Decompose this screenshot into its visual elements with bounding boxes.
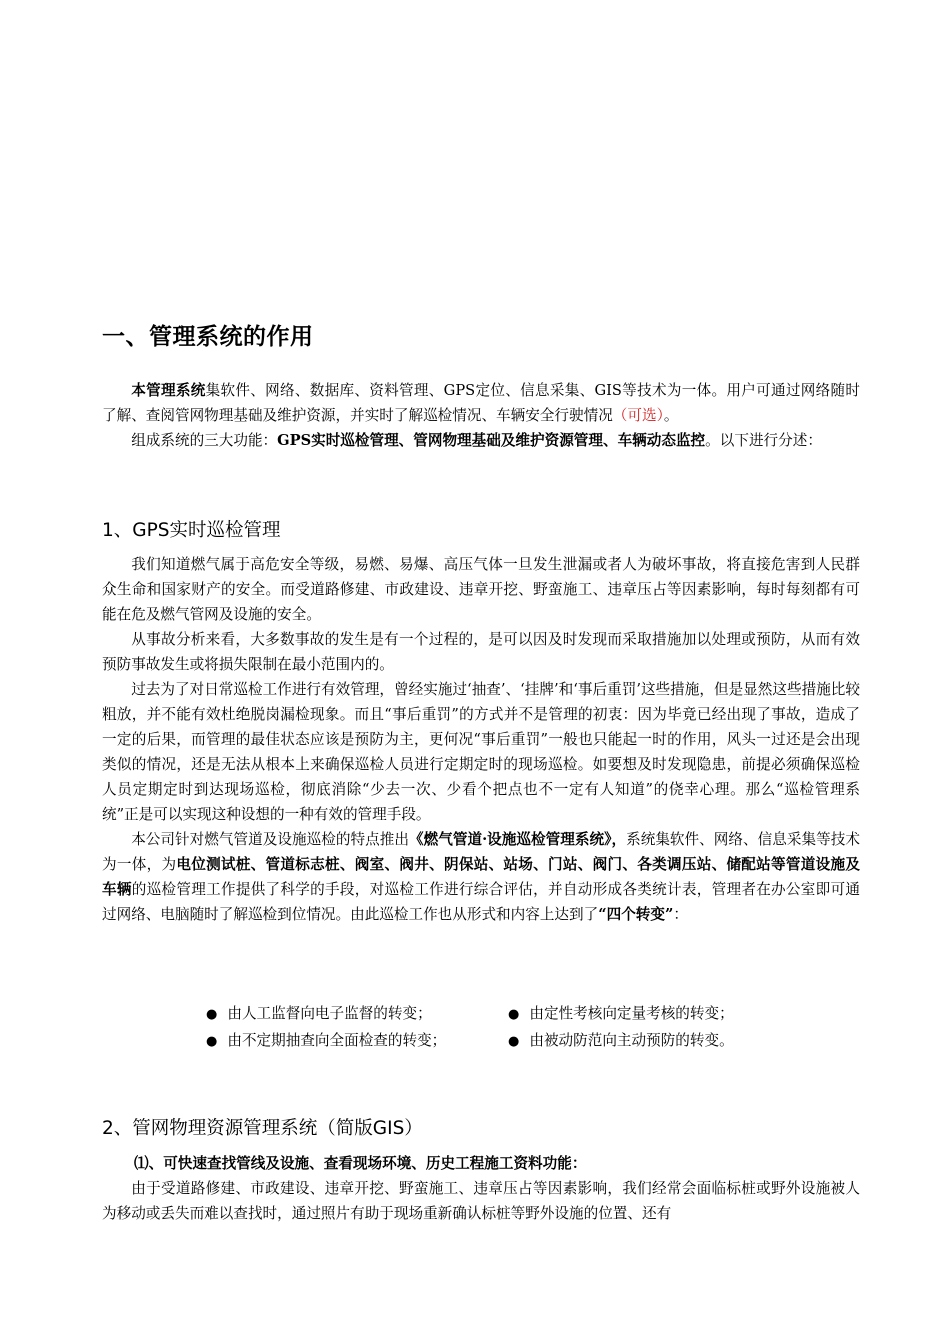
- list-item: ● 由被动防范向主动预防的转变。: [508, 1032, 734, 1049]
- gis-paragraph-1: 由于受道路修建、市政建设、违章开挖、野蛮施工、违章压占等因素影响，我们经常会面临标桩或野外设施被人为移动或丢失而难以查找时，通过照片有助于现场重新确认标桩等野外设施的位置、还有: [102, 1180, 860, 1222]
- bullet-icon: ●: [206, 1007, 218, 1022]
- bullet-icon: ●: [508, 1007, 520, 1022]
- optional-note: （可选）: [612, 407, 664, 424]
- gis-paragraphs: [102, 1176, 860, 1226]
- intro-paragraphs: [102, 378, 860, 453]
- bullet-icon: ●: [508, 1034, 520, 1049]
- section-heading-management-role: 一、管理系统的作用: [102, 324, 314, 350]
- subheading-quick-search: ⑴、可快速查找管线及设施、查看现场环境、历史工程施工资料功能：: [134, 1155, 587, 1172]
- intro-bold-lead: 本管理系统: [131, 382, 206, 399]
- gps-paragraph-3: 过去为了对日常巡检工作进行有效管理，曾经实施过‘抽查’、‘挂牌’和‘事后重罚’这些措施，但是显然这些措施比较粗放，并不能有效杜绝脱岗漏检现象。而且“事后重罚”的方式并不是管理的初衷：因为毕竟已经出现了事故，造成了一定的后果，而管理的最佳状态应该是预防为主，更何况“事后重罚”一般也只能起一时的作用，风头一过还是会出现类似的情况，还是无法从根本上来确保巡检人员进行定期定时的现场巡检。如要想及时发现隐患，前提必须确保巡检人员定期定时到达现场巡检，彻底消除“少去一次、少看个把点也不一定有人知道”的侥幸心理。那么“巡检管理系统”正是可以实现这种设想的一种有效的管理手段。: [102, 681, 860, 823]
- list-item: ● 由不定期抽查向全面检查的转变；: [206, 1032, 447, 1049]
- gps-paragraph-2: 从事故分析来看，大多数事故的发生是有一个过程的，是可以因及时发现而采取措施加以处理或预防，从而有效预防事故发生或将损失限制在最小范围内的。: [102, 631, 860, 673]
- facility-list-bold: 电位测试桩、管道标志桩、阀室、阀井、阴保站、站场、门站、阀门、各类调压站、储配站等管道设施及车辆: [102, 856, 860, 898]
- gps-paragraphs: [102, 552, 860, 927]
- intro-paragraph-2: 组成系统的三大功能：GPS实时巡检管理、管网物理基础及维护资源管理、车辆动态监控。以下进行分述：: [131, 432, 822, 449]
- list-item: ● 由定性考核向定量考核的转变；: [508, 1005, 734, 1022]
- intro-text: 集软件、网络、数据库、资料管理、GPS定位、信息采集、GIS等技术为一体。用户可通过网络随时了解、查阅管网物理基础及维护资源，并实时了解巡检情况、车辆安全行驶情况: [102, 382, 860, 424]
- four-changes-list: [206, 1001, 806, 1055]
- bullet-icon: ●: [206, 1034, 218, 1049]
- three-functions-bold: GPS实时巡检管理、管网物理基础及维护资源管理、车辆动态监控: [277, 432, 706, 449]
- gps-paragraph-4: 本公司针对燃气管道及设施巡检的特点推出《燃气管道·设施巡检管理系统》，系统集软件、网络、信息采集等技术为一体，为电位测试桩、管道标志桩、阀室、阀井、阴保站、站场、门站、阀门、各类调压站、储配站等管道设施及车辆的巡检管理工作提供了科学的手段，对巡检工作进行综合评估，并自动形成各类统计表，管理者在办公室即可通过网络、电脑随时了解巡检到位情况。由此巡检工作也从形式和内容上达到了“四个转变”：: [102, 831, 860, 923]
- four-changes-bold: “四个转变”: [598, 906, 674, 923]
- product-name: 《燃气管道·设施巡检管理系统》，: [408, 831, 627, 848]
- intro-paragraph-1: 本管理系统集软件、网络、数据库、资料管理、GPS定位、信息采集、GIS等技术为一体。用户可通过网络随时了解、查阅管网物理基础及维护资源，并实时了解巡检情况、车辆安全行驶情况（可选）。: [102, 382, 860, 424]
- list-item: ● 由人工监督向电子监督的转变；: [206, 1005, 432, 1022]
- gps-paragraph-1: 我们知道燃气属于高危安全等级，易燃、易爆、高压气体一旦发生泄漏或者人为破坏事故，将直接危害到人民群众生命和国家财产的安全。而受道路修建、市政建设、违章开挖、野蛮施工、违章压占等因素影响，每时每刻都有可能在危及燃气管网及设施的安全。: [102, 556, 860, 623]
- section-heading-gps-inspection: 1、GPS实时巡检管理: [102, 520, 281, 541]
- section-heading-gis: 2、管网物理资源管理系统（简版GIS）: [102, 1118, 423, 1139]
